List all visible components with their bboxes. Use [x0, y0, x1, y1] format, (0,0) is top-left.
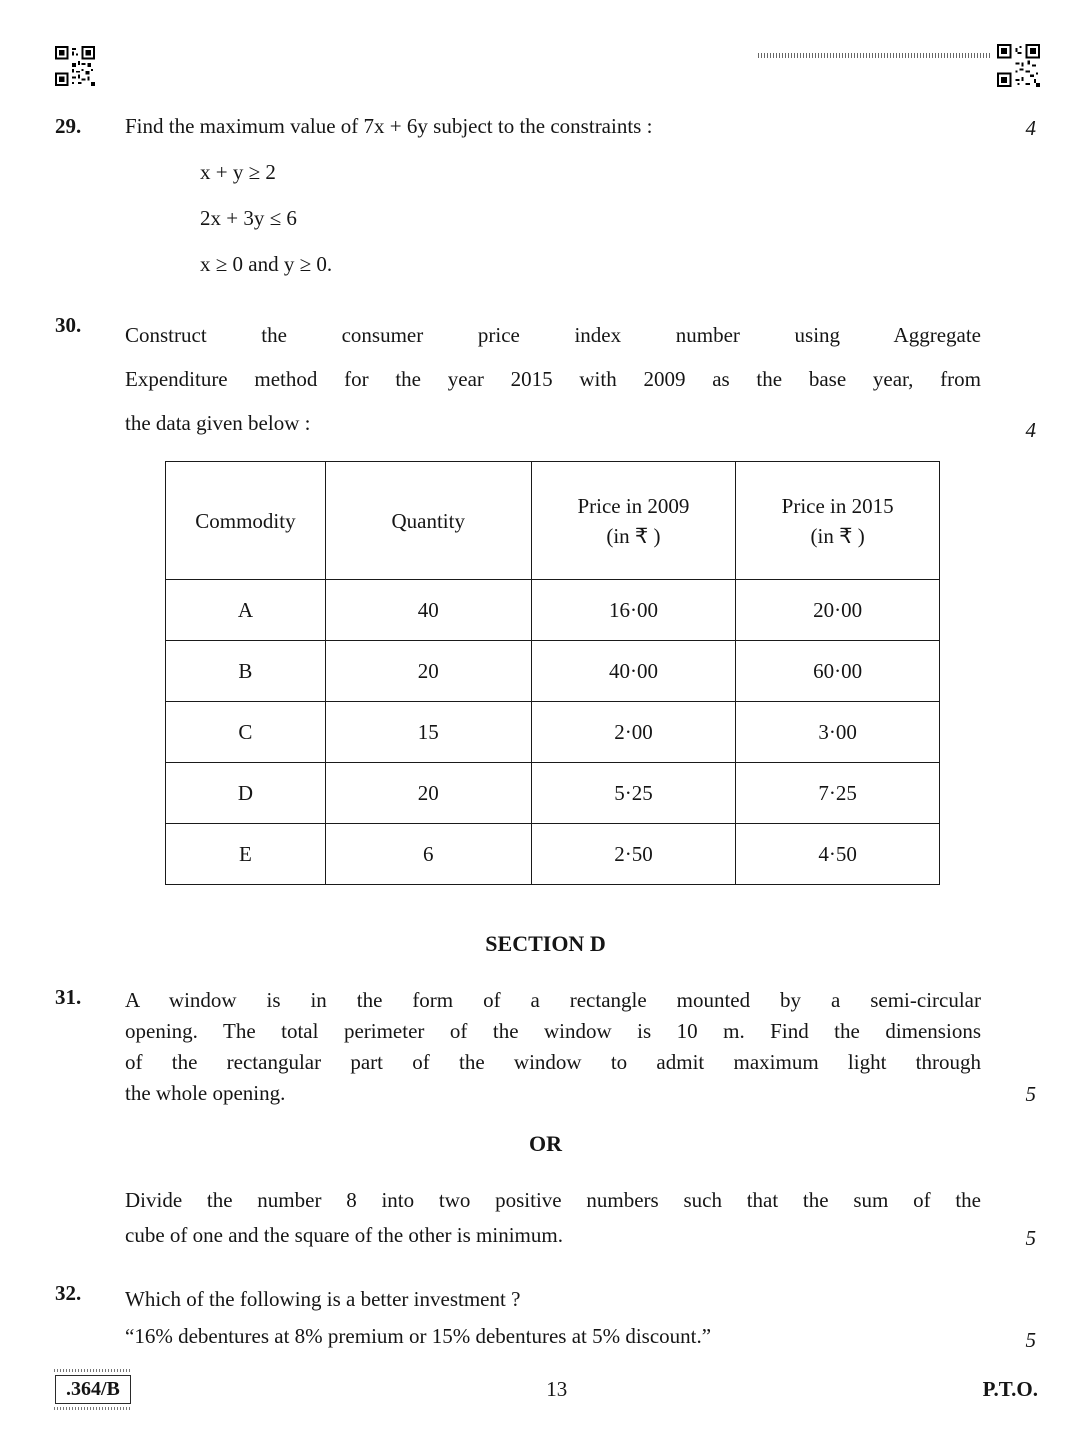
question-31-alt-line: Divide the number 8 into two positive numbers such that the sum of the: [125, 1188, 981, 1212]
question-31: [55, 985, 1036, 1109]
header-line: Price in 2015: [781, 493, 894, 518]
qr-code-right-icon: [997, 44, 1040, 87]
question-30-text-line: Construct the consumer price index number using Aggregate: [125, 323, 981, 347]
table-cell: 2·50: [531, 824, 736, 885]
constraint-line: x + y ≥ 2: [200, 160, 276, 184]
table-row: [166, 641, 940, 702]
table-row: [166, 702, 940, 763]
question-31-number: 31.: [55, 985, 82, 1009]
question-32-marks: 5: [1025, 1328, 1036, 1352]
question-31-text-line: A window is in the form of a rectangle mounted by a semi-circular: [125, 988, 981, 1012]
table-cell: 2·00: [531, 702, 736, 763]
section-d-heading: SECTION D: [485, 931, 606, 956]
page-footer: [55, 1372, 1038, 1406]
header-line: (in ₹ ): [810, 523, 865, 548]
question-31-text-line: of the rectangular part of the window to admit maximum light through: [125, 1050, 981, 1074]
question-30-marks: 4: [1025, 418, 1036, 442]
table-cell: B: [166, 641, 326, 702]
or-heading: OR: [529, 1131, 562, 1156]
table-header-row: [166, 462, 940, 580]
page-number: 13: [546, 1376, 568, 1401]
question-30-text-line: the data given below :: [125, 411, 311, 435]
question-30: [55, 313, 1036, 445]
page-header: [0, 0, 1091, 100]
table-cell: 7·25: [736, 763, 940, 824]
table-cell: 6: [325, 824, 531, 885]
table-cell: 5·25: [531, 763, 736, 824]
table-header-quantity: [325, 462, 531, 580]
question-29: [55, 114, 1036, 287]
question-29-number: 29.: [55, 114, 82, 138]
commodity-table-wrapper: [165, 461, 1091, 885]
paper-code-box: [55, 1375, 131, 1404]
qr-code-left-icon: [55, 46, 95, 86]
question-31-alternative: [55, 1183, 1036, 1253]
table-row: [166, 580, 940, 641]
pto-label: P.T.O.: [982, 1376, 1038, 1401]
question-32-body: [125, 1281, 981, 1355]
question-31-text-line: the whole opening.: [125, 1081, 286, 1105]
constraints-list: [200, 149, 981, 287]
table-cell: 40·00: [531, 641, 736, 702]
header-line: Price in 2009: [577, 493, 690, 518]
question-29-body: [125, 114, 981, 287]
table-cell: A: [166, 580, 326, 641]
question-32-text-line: Which of the following is a better investment ?: [125, 1287, 521, 1311]
question-31-alt-marks: 5: [1025, 1226, 1036, 1250]
question-31-text-line: opening. The total perimeter of the window is 10 m. Find the dimensions: [125, 1019, 981, 1043]
constraint-line: x ≥ 0 and y ≥ 0.: [200, 252, 333, 276]
question-31-alt-line: cube of one and the square of the other is minimum.: [125, 1223, 563, 1247]
table-cell: E: [166, 824, 326, 885]
question-30-number: 30.: [55, 313, 82, 337]
table-cell: 20·00: [736, 580, 940, 641]
question-29-text: Find the maximum value of 7x + 6y subject to the constraints :: [125, 114, 653, 138]
table-header-price-2009: [531, 462, 736, 580]
table-cell: 60·00: [736, 641, 940, 702]
table-cell: 3·00: [736, 702, 940, 763]
question-31-marks: 5: [1025, 1082, 1036, 1106]
table-header-price-2015: [736, 462, 940, 580]
constraint-line: 2x + 3y ≤ 6: [200, 206, 297, 230]
paper-code: .364/B: [66, 1377, 120, 1400]
microtext-strip: [758, 53, 990, 58]
table-cell: 4·50: [736, 824, 940, 885]
header-line: (in ₹ ): [606, 523, 661, 548]
table-cell: 20: [325, 641, 531, 702]
table-cell: 20: [325, 763, 531, 824]
question-32-number: 32.: [55, 1281, 82, 1305]
question-30-text-line: Expenditure method for the year 2015 with 2009 as the base year, from: [125, 367, 981, 391]
table-row: [166, 824, 940, 885]
table-cell: 40: [325, 580, 531, 641]
table-cell: 16·00: [531, 580, 736, 641]
table-cell: 15: [325, 702, 531, 763]
question-32-text-line: “16% debentures at 8% premium or 15% debentures at 5% discount.”: [125, 1324, 712, 1348]
header-line: Quantity: [391, 508, 465, 533]
question-31-body: [125, 985, 981, 1109]
header-line: Commodity: [195, 508, 296, 533]
table-header-commodity: [166, 462, 326, 580]
question-31-alt-body: [125, 1183, 981, 1253]
commodity-table: [165, 461, 940, 885]
table-cell: C: [166, 702, 326, 763]
question-32: [55, 1281, 1036, 1355]
question-30-body: [125, 313, 981, 445]
table-cell: D: [166, 763, 326, 824]
table-row: [166, 763, 940, 824]
question-29-marks: 4: [1025, 116, 1036, 140]
